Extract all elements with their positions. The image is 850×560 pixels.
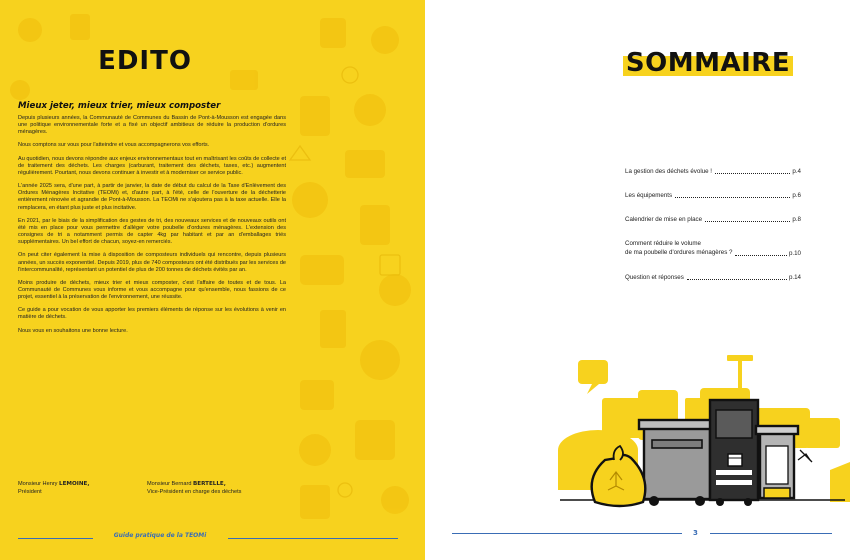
edito-paragraph: Moins produire de déchets, mieux trier et mieux composter, c'est l'affaire de toutes et de tous. La Communauté de Communes vous informe et vous accompagne pour qu'ensemble, nous fassions de ce projet, essentiel à la préservation de l'environnement, une réussite.: [18, 279, 286, 301]
signature-name-prefix: Monsieur Bernard: [147, 481, 194, 487]
edito-paragraph: L'année 2025 sera, d'une part, à partir de janvier, la date de début du calcul de la Taxe d'Enlèvement des Ordures Ménagères Incitative (TEOMi) et, d'autre part, à l'été, celle de l'ouverture de la déchetterie entièrement rénovée et agrandie de Pont-à-Mousson. La TEOMi ne s'ajoutera pas à la taxe actuelle. Elle la remplacera, en étant plus juste et plus incitative.: [18, 183, 286, 211]
toc-item-label-line1: Comment réduire le volume: [625, 240, 701, 247]
grey-wheelie-bin: [639, 420, 715, 506]
toc-item[interactable]: [625, 274, 801, 281]
edito-title: EDITO: [98, 46, 192, 76]
footer-divider: [18, 538, 93, 539]
edito-body: [18, 101, 286, 341]
toc-item-page: p.4: [792, 168, 801, 175]
edito-paragraph: Nous vous en souhaitons une bonne lecture.: [18, 327, 128, 334]
toc-item[interactable]: [625, 240, 801, 257]
toc-item-label: Calendrier de mise en place: [625, 216, 703, 223]
edito-paragraph: Depuis plusieurs années, la Communauté de Communes du Bassin de Pont-à-Mousson est engagée dans une politique environnementale forte et a fixé un objectif ambitieux de réduire la production d'ordures ménagères.: [18, 115, 286, 136]
table-of-contents: [625, 168, 801, 298]
edito-paragraph: Au quotidien, nous devons répondre aux enjeux environnementaux tout en maîtrisant les coûts de collecte et de traitement des déchets. Les charges (carburant, traitement des déchets, taxes, etc.) augmentent régulièrement. Pourtant, nous devons continuer à investir et à moderniser ce service public.: [18, 155, 286, 176]
signature-role: Vice-Président en charge des déchets: [147, 489, 242, 495]
sommaire-header: [623, 48, 793, 82]
edito-paragraph: Nous comptons sur vous pour l'atteindre et vous accompagnerons vos efforts.: [18, 142, 210, 149]
signature-name-last: BERTELLE,: [193, 481, 226, 487]
waste-bins-illustration: [550, 350, 850, 520]
toc-item-label: [625, 240, 732, 257]
toc-item-label-line2: de ma poubelle d'ordures ménagères ?: [625, 248, 733, 256]
edito-paragraph: Ce guide a pour vocation de vous apporter les premiers éléments de réponse sur les évolutions à venir en matière de déchets.: [18, 307, 286, 321]
sommaire-title: SOMMAIRE: [625, 48, 791, 78]
toc-leader-dots: [705, 221, 790, 222]
signature-name-prefix: Monsieur Henry: [18, 481, 60, 487]
dark-container-bin: [710, 400, 758, 506]
toc-item-page: p.10: [788, 250, 801, 257]
toc-item[interactable]: [625, 192, 801, 199]
edito-paragraph: On peut citer également la mise à disposition de composteurs individuels qui rencontre, depuis plusieurs années, un succès exponentiel. Depuis 2019, plus de 740 composteurs ont été distribués par les services de l'intercommunalité, représentant un potentiel de plus de 200 tonnes de déchets évités par an.: [18, 252, 286, 273]
page-number: 3: [693, 529, 698, 537]
toc-item-page: p.6: [792, 192, 801, 199]
toc-item-page: p.14: [788, 274, 801, 281]
toc-leader-dots: [735, 255, 786, 256]
toc-leader-dots: [675, 197, 790, 198]
toc-item-label: Question et réponses: [625, 274, 684, 281]
toc-item-page: p.8: [792, 216, 801, 223]
footer-divider: [452, 533, 682, 534]
toc-item[interactable]: [625, 168, 801, 175]
signature-vice-president: [147, 480, 241, 496]
edito-paragraph: En 2021, par le biais de la simplification des gestes de tri, des nouveaux services et de nouveaux outils ont été mis en place pour vous permettre d'alléger votre poubelle d'ordures ménagères. L'extension des consignes de tri a notamment permis de capter 4kg par habitant et par an d'emballages triés supplémentaires. Un bel effort de chacun, soyez-en remerciés.: [18, 217, 286, 246]
footer-divider: [710, 533, 832, 534]
edito-subtitle: Mieux jeter, mieux trier, mieux composter: [18, 101, 221, 111]
signature-president: [18, 480, 89, 496]
left-footer: [0, 532, 425, 544]
signature-name-last: LEMOINE,: [59, 481, 90, 487]
footer-divider: [228, 538, 398, 539]
small-grey-bin: [756, 426, 798, 498]
right-page: [425, 0, 850, 560]
toc-item[interactable]: [625, 216, 801, 223]
speech-bubble-shape: [578, 360, 608, 384]
toc-item-label: La gestion des déchets évolue !: [625, 168, 713, 175]
toc-leader-dots: [687, 279, 787, 280]
toc-item-label: Les équipements: [625, 192, 673, 199]
signature-role: Président: [18, 489, 42, 495]
toc-leader-dots: [715, 173, 790, 174]
footer-guide-title: Guide pratique de la TEOMi: [113, 532, 207, 539]
right-footer: [425, 527, 850, 539]
